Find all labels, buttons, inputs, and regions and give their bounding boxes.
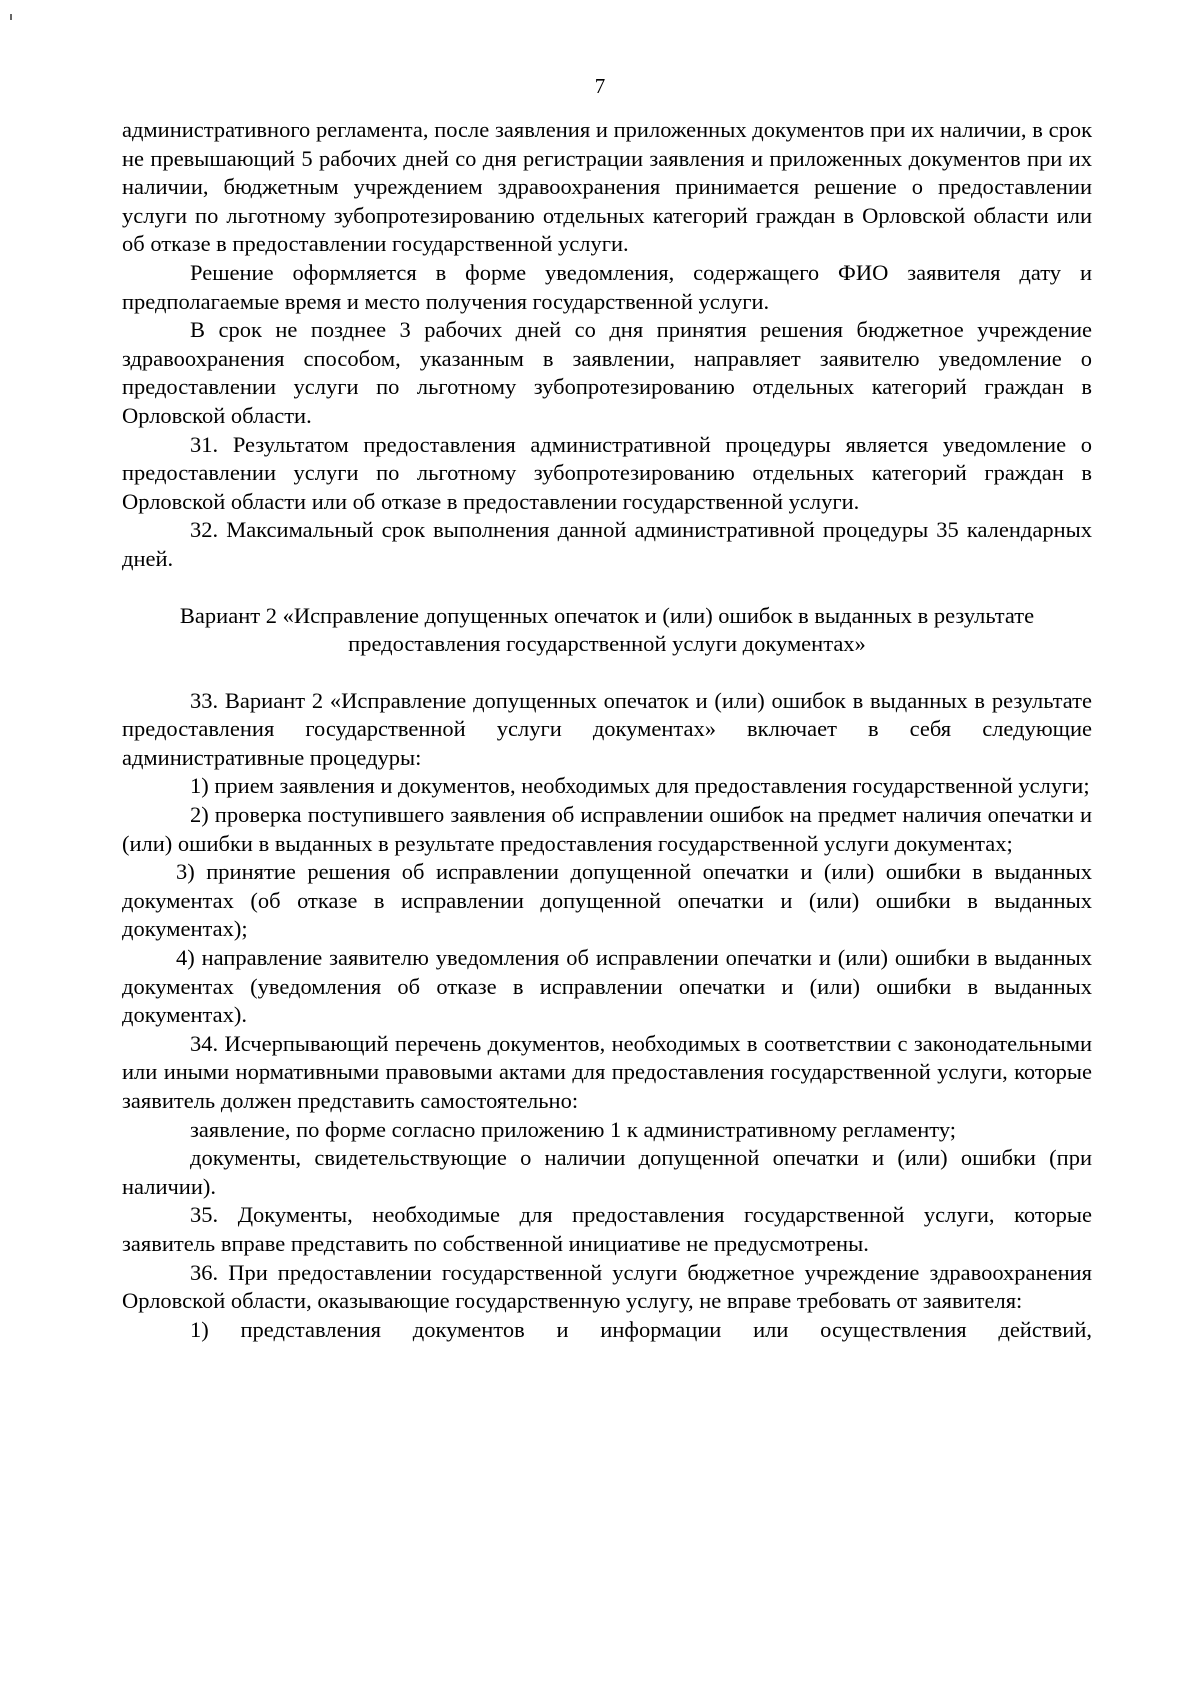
list-item-3: 3) принятие решения об исправлении допущенной опечатки и (или) ошибки в выданных документах (об отказе в исправлении допущенной опечатки и (или) ошибки в выданных документах); [122,859,1092,942]
list-item-4: 4) направление заявителю уведомления об исправлении опечатки и (или) ошибки в выданных документах (уведомления об отказе в исправлении опечатки и (или) ошибки в выданных документах). [122,945,1092,1028]
paragraph-decision-form: Решение оформляется в форме уведомления, содержащего ФИО заявителя дату и предполагаемые время и место получения государственной услуги. [122,259,1092,314]
document-body [122,116,1092,1344]
scan-artifact-mark [10,14,12,20]
list-item-2: 2) проверка поступившего заявления об исправлении ошибок на предмет наличия опечатки и (или) ошибки в выданных в результате предоставления государственной услуги документах; [122,802,1092,856]
paragraph-item-32: 32. Максимальный срок выполнения данной административной процедуры 35 календарных дней. [122,517,1092,571]
paragraph-application-form: заявление, по форме согласно приложению 1 к административному регламенту; [190,1116,957,1142]
paragraph-item-35: 35. Документы, необходимые для предоставления государственной услуги, которые заявитель вправе представить по собственной инициативе не предусмотрены. [122,1202,1092,1256]
paragraph-continuation: административного регламента, после заявления и приложенных документов при их наличии, в срок не превышающий 5 рабочих дней со дня регистрации заявления и приложенных документов при их наличии, бюджетным учреждением здравоохранения принимается решение о предоставлении услуги по льготному зубопротезированию отдельных категорий граждан в Орловской области или об отказе в предоставлении государственной услуги. [122,117,1092,257]
paragraph-item-36: 36. При предоставлении государственной услуги бюджетное учреждение здравоохранения Орловской области, оказывающие государственную услугу, не вправе требовать от заявителя: [122,1259,1092,1314]
paragraph-item-34: 34. Исчерпывающий перечень документов, необходимых в соответствии с законодательными или иными нормативными правовыми актами для предоставления государственной услуги, которые заявитель должен представить самостоятельно: [122,1030,1092,1113]
paragraph-supporting-documents: документы, свидетельствующие о наличии допущенной опечатки и (или) ошибки (при наличии). [122,1145,1092,1199]
paragraph-notification-term: В срок не позднее 3 рабочих дней со дня принятия решения бюджетное учреждение здравоохранения способом, указанным в заявлении, направляет заявителю уведомление о предоставлении услуги по льготному зубопротезированию отдельных категорий граждан в Орловской области. [122,317,1092,428]
section-heading-variant-2: Вариант 2 «Исправление допущенных опечаток и (или) ошибок в выданных в результате предоставления государственной услуги документах» [179,602,1035,657]
list-item-1: 1) прием заявления и документов, необходимых для предоставления государственной услуги; [190,773,1090,799]
page-number: 7 [594,74,606,98]
paragraph-item-36-sub-1: 1) представления документов и информации или осуществления действий, [190,1316,1092,1342]
paragraph-item-33: 33. Вариант 2 «Исправление допущенных опечаток и (или) ошибок в выданных в результате предоставления государственной услуги документах» включает в себя следующие административные процедуры: [122,687,1092,770]
paragraph-item-31: 31. Результатом предоставления административной процедуры является уведомление о предоставлении услуги по льготному зубопротезированию отдельных категорий граждан в Орловской области или об отказе в предоставлении государственной услуги. [122,431,1092,514]
